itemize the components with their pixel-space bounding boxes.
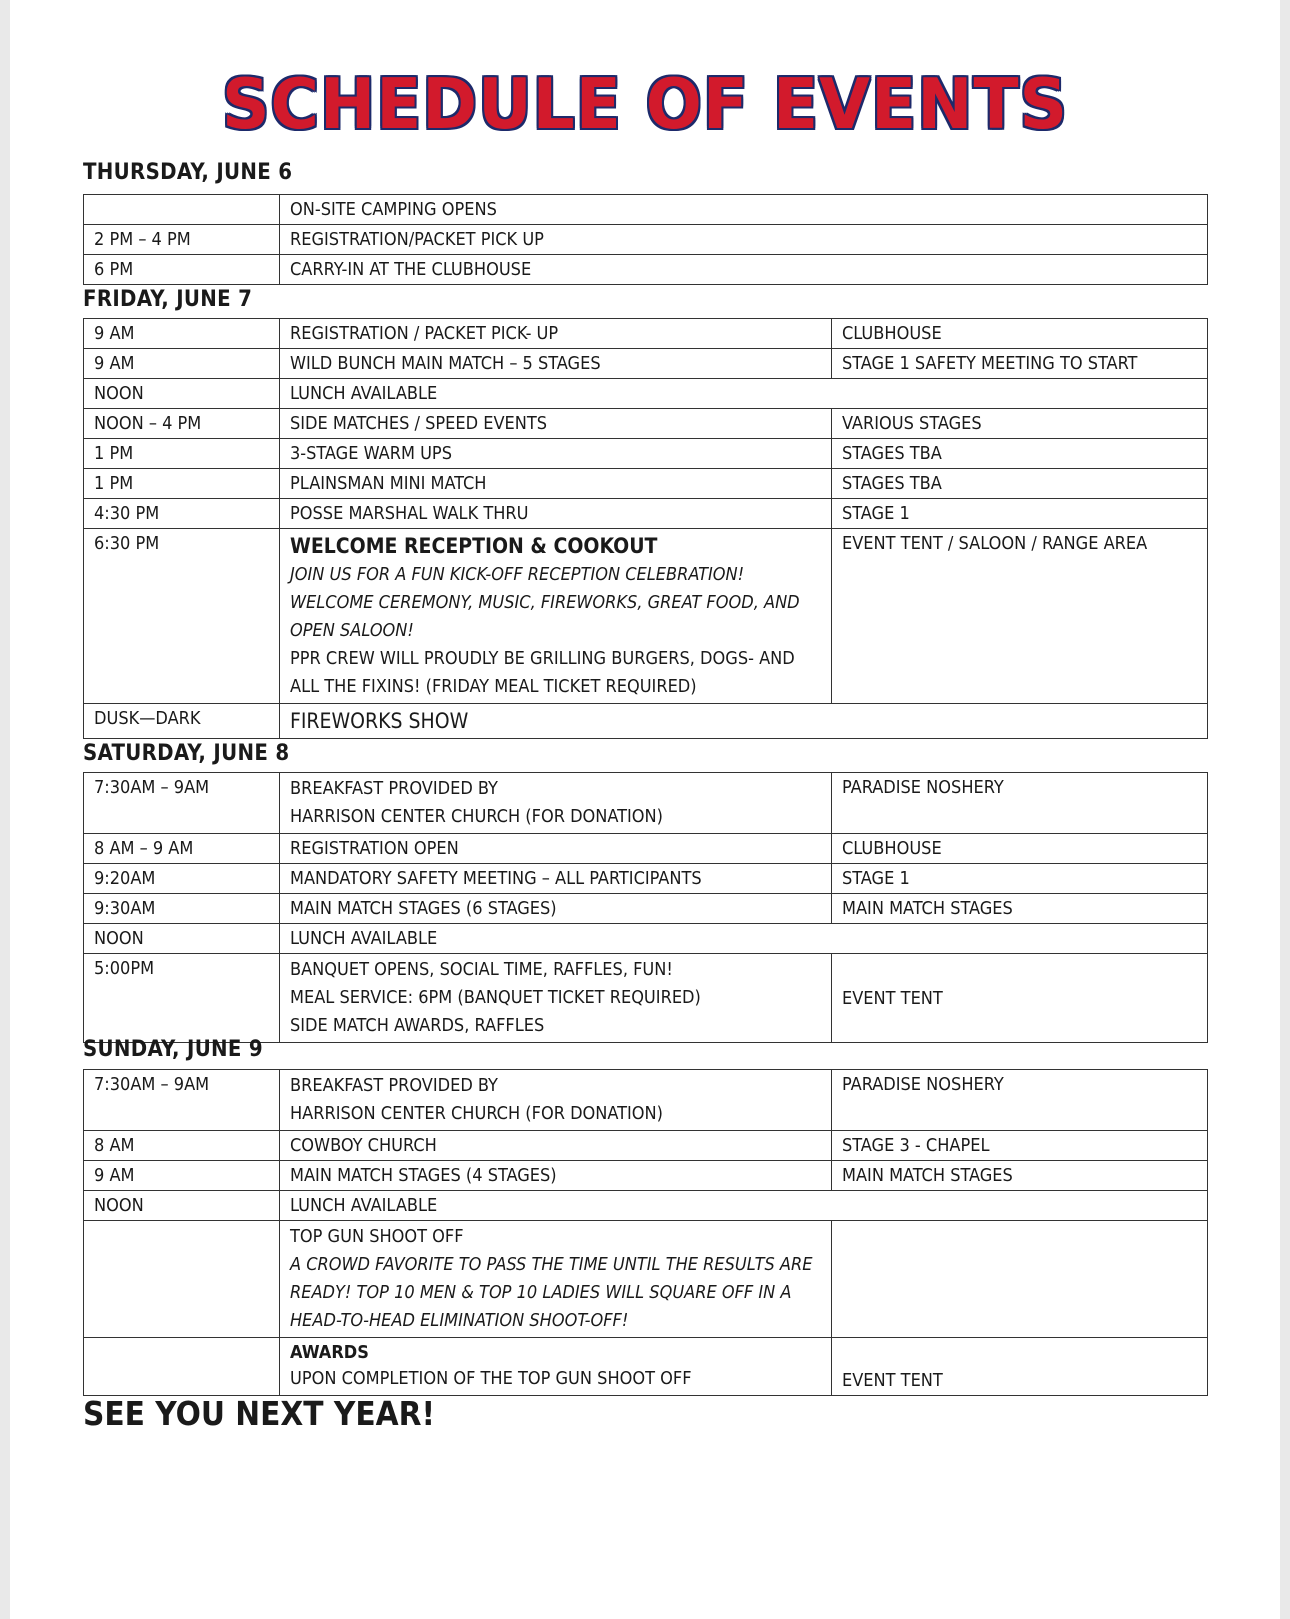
table-row xyxy=(84,529,1208,704)
event-line: HARRISON CENTER CHURCH (FOR DONATION) xyxy=(290,1103,663,1124)
table-row xyxy=(84,439,1208,469)
saturday-schedule-table xyxy=(83,772,1208,1043)
table-row xyxy=(84,379,1208,409)
location-cell: MAIN MATCH STAGES xyxy=(832,894,1208,924)
time-cell: 7:30AM – 9AM xyxy=(84,1070,280,1131)
time-cell xyxy=(84,195,280,225)
table-row xyxy=(84,924,1208,954)
time-cell: 8 AM – 9 AM xyxy=(84,834,280,864)
location-cell: VARIOUS STAGES xyxy=(832,409,1208,439)
event-cell: MANDATORY SAFETY MEETING – ALL PARTICIPANTS xyxy=(280,864,832,894)
event-line: HARRISON CENTER CHURCH (FOR DONATION) xyxy=(290,806,663,827)
event-cell: REGISTRATION OPEN xyxy=(280,834,832,864)
closing-message: SEE YOU NEXT YEAR! xyxy=(83,1394,436,1433)
event-cell: ON-SITE CAMPING OPENS xyxy=(280,195,1208,225)
location-cell: STAGES TBA xyxy=(832,439,1208,469)
event-cell: POSSE MARSHAL WALK THRU xyxy=(280,499,832,529)
event-cell: SIDE MATCHES / SPEED EVENTS xyxy=(280,409,832,439)
location-cell xyxy=(832,1221,1208,1338)
event-cell: MAIN MATCH STAGES (4 STAGES) xyxy=(280,1161,832,1191)
time-cell: NOON – 4 PM xyxy=(84,409,280,439)
time-cell: DUSK—DARK xyxy=(84,704,280,739)
event-line: MEAL SERVICE: 6PM (BANQUET TICKET REQUIRED) xyxy=(290,987,701,1008)
event-description: JOIN US FOR A FUN KICK-OFF RECEPTION CELEBRATION! xyxy=(290,564,745,585)
table-row xyxy=(84,195,1208,225)
location-cell: EVENT TENT / SALOON / RANGE AREA xyxy=(832,529,1208,704)
friday-schedule-table xyxy=(83,318,1208,739)
time-cell: 9 AM xyxy=(84,319,280,349)
table-row xyxy=(84,894,1208,924)
time-cell: 4:30 PM xyxy=(84,499,280,529)
location-cell: EVENT TENT xyxy=(832,1338,1208,1396)
table-row xyxy=(84,1221,1208,1338)
event-cell xyxy=(280,954,832,1043)
time-cell: 6:30 PM xyxy=(84,529,280,704)
table-row xyxy=(84,469,1208,499)
table-row xyxy=(84,255,1208,285)
event-cell: LUNCH AVAILABLE xyxy=(280,924,1208,954)
table-row xyxy=(84,1191,1208,1221)
event-cell: PLAINSMAN MINI MATCH xyxy=(280,469,832,499)
location-cell: STAGE 1 SAFETY MEETING TO START xyxy=(832,349,1208,379)
event-cell xyxy=(280,1070,832,1131)
event-title: AWARDS xyxy=(290,1342,369,1363)
time-cell xyxy=(84,1221,280,1338)
thursday-schedule-table xyxy=(83,194,1208,285)
event-cell xyxy=(280,773,832,834)
event-line: TOP GUN SHOOT OFF xyxy=(290,1226,464,1247)
time-cell: 9 AM xyxy=(84,1161,280,1191)
event-line: UPON COMPLETION OF THE TOP GUN SHOOT OFF xyxy=(290,1368,692,1389)
day-heading-thursday: THURSDAY, JUNE 6 xyxy=(83,160,293,185)
sunday-schedule-table xyxy=(83,1069,1208,1396)
event-cell xyxy=(280,704,1208,739)
event-line: BREAKFAST PROVIDED BY xyxy=(290,1075,498,1096)
event-cell: WILD BUNCH MAIN MATCH – 5 STAGES xyxy=(280,349,832,379)
time-cell: 9:30AM xyxy=(84,894,280,924)
location-cell: STAGE 1 xyxy=(832,864,1208,894)
day-heading-saturday: SATURDAY, JUNE 8 xyxy=(83,741,290,766)
event-line: SIDE MATCH AWARDS, RAFFLES xyxy=(290,1015,545,1036)
table-row xyxy=(84,499,1208,529)
event-cell xyxy=(280,1338,832,1396)
day-heading-sunday: SUNDAY, JUNE 9 xyxy=(83,1037,264,1062)
location-cell: PARADISE NOSHERY xyxy=(832,1070,1208,1131)
event-cell: MAIN MATCH STAGES (6 STAGES) xyxy=(280,894,832,924)
table-row xyxy=(84,409,1208,439)
table-row xyxy=(84,225,1208,255)
event-cell xyxy=(280,529,832,704)
event-cell: LUNCH AVAILABLE xyxy=(280,379,1208,409)
time-cell: NOON xyxy=(84,379,280,409)
event-line: BREAKFAST PROVIDED BY xyxy=(290,778,498,799)
day-heading-friday: FRIDAY, JUNE 7 xyxy=(83,287,253,312)
event-cell: LUNCH AVAILABLE xyxy=(280,1191,1208,1221)
location-cell: CLUBHOUSE xyxy=(832,319,1208,349)
page-title: SCHEDULE OF EVENTS xyxy=(222,64,1068,145)
event-description: WELCOME CEREMONY, MUSIC, FIREWORKS, GREAT FOOD, AND OPEN SALOON! xyxy=(290,592,800,641)
time-cell: 9 AM xyxy=(84,349,280,379)
table-row xyxy=(84,319,1208,349)
location-cell: STAGE 1 xyxy=(832,499,1208,529)
event-cell: CARRY-IN AT THE CLUBHOUSE xyxy=(280,255,1208,285)
time-cell: 7:30AM – 9AM xyxy=(84,773,280,834)
table-row xyxy=(84,773,1208,834)
table-row xyxy=(84,349,1208,379)
table-row xyxy=(84,834,1208,864)
event-description: A CROWD FAVORITE TO PASS THE TIME UNTIL THE RESULTS ARE READY! TOP 10 MEN & TOP 10 LADIES WILL SQUARE OFF IN A HEAD-TO-HEAD ELIMINATION SHOOT-OFF! xyxy=(290,1254,813,1331)
time-cell: NOON xyxy=(84,924,280,954)
time-cell: 1 PM xyxy=(84,469,280,499)
time-cell: 8 AM xyxy=(84,1131,280,1161)
table-row xyxy=(84,1338,1208,1396)
time-cell: 1 PM xyxy=(84,439,280,469)
time-cell: 5:00PM xyxy=(84,954,280,1043)
event-description: PPR CREW WILL PROUDLY BE GRILLING BURGERS, DOGS- AND ALL THE FIXINS! (FRIDAY MEAL TICKET REQUIRED) xyxy=(290,648,795,697)
event-cell: REGISTRATION/PACKET PICK UP xyxy=(280,225,1208,255)
event-line: BANQUET OPENS, SOCIAL TIME, RAFFLES, FUN! xyxy=(290,959,673,980)
time-cell: 9:20AM xyxy=(84,864,280,894)
location-cell: CLUBHOUSE xyxy=(832,834,1208,864)
event-cell: REGISTRATION / PACKET PICK- UP xyxy=(280,319,832,349)
time-cell: NOON xyxy=(84,1191,280,1221)
event-title: FIREWORKS SHOW xyxy=(290,709,469,733)
location-cell: STAGE 3 - CHAPEL xyxy=(832,1131,1208,1161)
location-cell: EVENT TENT xyxy=(832,954,1208,1043)
location-cell: MAIN MATCH STAGES xyxy=(832,1161,1208,1191)
location-cell: PARADISE NOSHERY xyxy=(832,773,1208,834)
event-cell xyxy=(280,1221,832,1338)
table-row xyxy=(84,954,1208,1043)
table-row xyxy=(84,704,1208,739)
table-row xyxy=(84,1161,1208,1191)
event-title: WELCOME RECEPTION & COOKOUT xyxy=(290,534,658,558)
event-cell: 3-STAGE WARM UPS xyxy=(280,439,832,469)
time-cell: 6 PM xyxy=(84,255,280,285)
table-row xyxy=(84,1131,1208,1161)
time-cell xyxy=(84,1338,280,1396)
event-cell: COWBOY CHURCH xyxy=(280,1131,832,1161)
time-cell: 2 PM – 4 PM xyxy=(84,225,280,255)
table-row xyxy=(84,864,1208,894)
location-cell: STAGES TBA xyxy=(832,469,1208,499)
table-row xyxy=(84,1070,1208,1131)
